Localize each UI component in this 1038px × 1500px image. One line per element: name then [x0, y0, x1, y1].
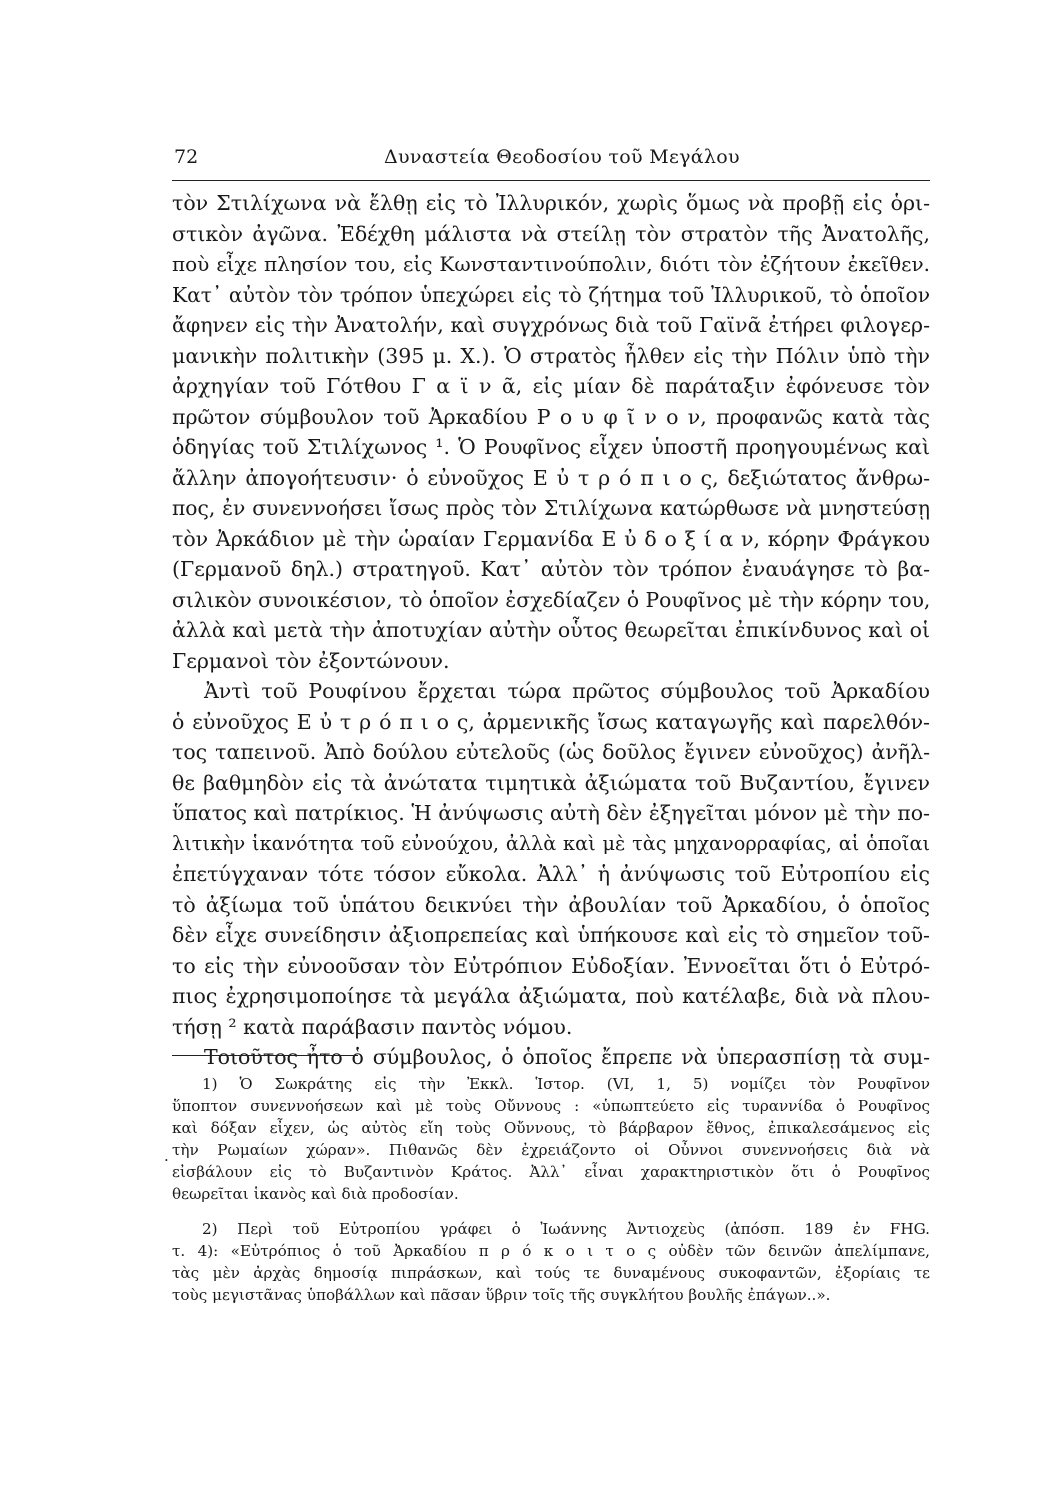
footnote-separator	[172, 1055, 358, 1056]
text-line: πος, ἐν συνεννοήσει ἴσως πρὸς τὸν Στιλίχωνα κατώρθωσε νὰ μνηστεύσῃ	[172, 496, 930, 520]
text-line: στικὸν ἀγῶνα. Ἐδέχθη μάλιστα νὰ στείλῃ τὸν στρατὸν τῆς Ἀνατολῆς,	[172, 221, 930, 246]
text-line: Κατ᾽ αὐτὸν τὸν τρόπον ὑπεχώρει εἰς τὸ ζήτημα τοῦ Ἰλλυρικοῦ, τὸ ὁποῖον	[172, 282, 930, 307]
footnote-line: 1) Ὁ Σωκράτης εἰς τὴν Ἐκκλ. Ἱστορ. (VI, 1, 5) νομίζει τὸν Ρουφῖνον	[202, 1075, 930, 1093]
text-line: (Γερμανοῦ δηλ.) στρατηγοῦ. Κατ᾽ αὐτὸν τὸν τρόπον ἐναυάγησε τὸ βα-	[172, 557, 930, 581]
main-text	[172, 188, 930, 1073]
footnote-1	[172, 1073, 930, 1205]
text-line: ὕπατος καὶ πατρίκιος. Ἡ ἀνύψωσις αὐτὴ δὲν ἐξηγεῖται μόνον μὲ τὴν πο-	[172, 801, 930, 825]
footnote-line: τοὺς μεγιστᾶνας ὑποβάλλων καὶ πᾶσαν ὕβριν τοῖς τῆς συγκλήτου βουλῆς ἐπάγων..».	[172, 1286, 831, 1304]
text-line: ἀρχηγίαν τοῦ Γότθου Γ α ϊ ν ᾶ, εἰς μίαν δὲ παράταξιν ἐφόνευσε τὸν	[172, 374, 930, 398]
running-title: Δυναστεία Θεοδοσίου τοῦ Μεγάλου	[384, 146, 740, 168]
text-line: ἄλλην ἀπογοήτευσιν· ὁ εὐνοῦχος Ε ὐ τ ρ ό π ι ο ς, δεξιώτατος ἄνθρω-	[172, 465, 930, 490]
page-number: 72	[174, 146, 199, 168]
text-line: το εἰς τὴν εὐνοοῦσαν τὸν Εὐτρόπιον Εὐδοξίαν. Ἐννοεῖται ὅτι ὁ Εὐτρό-	[172, 953, 930, 978]
text-line: σιλικὸν συνοικέσιον, τὸ ὁποῖον ἐσχεδίαζεν ὁ Ρουφῖνος μὲ τὴν κόρην του,	[172, 587, 931, 612]
text-line: θε βαθμηδὸν εἰς τὰ ἀνώτατα τιμητικὰ ἀξιώματα τοῦ Βυζαντίου, ἔγινεν	[172, 770, 930, 795]
text-line: ἄφηνεν εἰς τὴν Ἀνατολήν, καὶ συγχρόνως διὰ τοῦ Γαϊνᾶ ἐτήρει φιλογερ-	[172, 313, 930, 337]
footnotes	[172, 1073, 930, 1306]
text-line: ἐπετύγχαναν τότε τόσον εὔκολα. Ἀλλ᾽ ἡ ἀνύψωσις τοῦ Εὐτροπίου εἰς	[172, 862, 930, 886]
page-header	[172, 140, 930, 181]
text-line: τος ταπεινοῦ. Ἀπὸ δούλου εὐτελοῦς (ὡς δοῦλος ἔγινεν εὐνοῦχος) ἀνῆλ-	[172, 740, 930, 764]
text-line: ὁ εὐνοῦχος Ε ὐ τ ρ ό π ι ο ς, ἀρμενικῆς ἴσως καταγωγῆς καὶ παρελθόν-	[172, 709, 930, 734]
footnote-line: 2) Περὶ τοῦ Εὐτροπίου γράφει ὁ Ἰωάννης Ἀντιοχεὺς (ἀπόσπ. 189 ἐν FHG.	[202, 1220, 930, 1238]
footnote-line: θεωρεῖται ἱκανὸς καὶ διὰ προδοσίαν.	[172, 1185, 459, 1203]
text-line: μανικὴν πολιτικὴν (395 μ. Χ.). Ὁ στρατὸς ἦλθεν εἰς τὴν Πόλιν ὑπὸ τὴν	[172, 343, 930, 368]
text-line: δὲν εἶχε συνείδησιν ἀξιοπρεπείας καὶ ὑπήκουσε καὶ εἰς τὸ σημεῖον τοῦ-	[172, 923, 930, 947]
text-line: τὸν Ἀρκάδιον μὲ τὴν ὡραίαν Γερμανίδα Ε ὐ δ ο ξ ί α ν, κόρην Φράγκου	[172, 526, 930, 551]
text-line: Ἀντὶ τοῦ Ρουφίνου ἔρχεται τώρα πρῶτος σύμβουλος τοῦ Ἀρκαδίου	[204, 679, 930, 703]
text-line: Γερμανοὶ τὸν ἐξοντώνουν.	[172, 648, 450, 673]
text-line: Τοιοῦτος ἦτο ὁ σύμβουλος, ὁ ὁποῖος ἔπρεπε νὰ ὑπερασπίσῃ τὰ συμ-	[204, 1045, 930, 1069]
footnote-line: τὴν Ρωμαίων χώραν». Πιθανῶς δὲν ἐχρειάζοντο οἱ Οὖννοι συνεννοήσεις διὰ νὰ	[172, 1141, 930, 1159]
text-line: τὸν Στιλίχωνα νὰ ἔλθῃ εἰς τὸ Ἰλλυρικόν, χωρὶς ὅμως νὰ προβῇ εἰς ὁρι-	[172, 191, 930, 215]
text-line: ποὺ εἶχε πλησίον του, εἰς Κωνσταντινούπολιν, διότι τὸν ἐζήτουν ἐκεῖθεν.	[172, 252, 930, 276]
footnote-line: καὶ δόξαν εἶχεν, ὡς αὐτὸς εἴη τοὺς Οὔννους, τὸ βάρβαρον ἔθνος, ἐπικαλεσάμενος εἰς	[172, 1119, 930, 1137]
margin-mark: ·	[164, 1151, 169, 1169]
text-line: τήσῃ ² κατὰ παράβασιν παντὸς νόμου.	[172, 1014, 573, 1039]
footnote-line: ὕποπτον συνεννοήσεων καὶ μὲ τοὺς Οὔννους : «ὑπωπτεύετο εἰς τυραννίδα ὁ Ρουφῖνος	[172, 1097, 930, 1115]
text-line: πιος ἐχρησιμοποίησε τὰ μεγάλα ἀξιώματα, ποὺ κατέλαβε, διὰ νὰ πλου-	[172, 984, 930, 1008]
footnote-line: εἰσβάλουν εἰς τὸ Βυζαντινὸν Κράτος. Ἀλλ᾽ εἶναι χαρακτηριστικὸν ὅτι ὁ Ρουφῖνος	[172, 1163, 930, 1181]
text-line: λιτικὴν ἱκανότητα τοῦ εὐνούχου, ἀλλὰ καὶ μὲ τὰς μηχανορραφίας, αἱ ὁποῖαι	[172, 831, 930, 855]
text-line: τὸ ἀξίωμα τοῦ ὑπάτου δεικνύει τὴν ἀβουλίαν τοῦ Ἀρκαδίου, ὁ ὁποῖος	[172, 892, 930, 917]
footnote-line: τὰς μὲν ἀρχὰς δημοσίᾳ πιπράσκων, καὶ τούς τε δυναμένους συκοφαντῶν, ἐξορίαις τε	[172, 1264, 930, 1282]
text-line: πρῶτον σύμβουλον τοῦ Ἀρκαδίου Ρ ο υ φ ῖ ν ο ν, προφανῶς κατὰ τὰς	[172, 404, 930, 429]
text-line: ὁδηγίας τοῦ Στιλίχωνος ¹. Ὁ Ρουφῖνος εἶχεν ὑποστῆ προηγουμένως καὶ	[172, 435, 930, 459]
footnote-2	[172, 1218, 930, 1306]
footnote-line: τ. 4): «Εὐτρόπιος ὁ τοῦ Ἀρκαδίου π ρ ό κ ο ι τ ο ς οὐδὲν τῶν δεινῶν ἀπελίμπανε,	[172, 1242, 930, 1260]
text-line: ἀλλὰ καὶ μετὰ τὴν ἀποτυχίαν αὐτὴν οὗτος θεωρεῖται ἐπικίνδυνος καὶ οἱ	[172, 618, 930, 642]
